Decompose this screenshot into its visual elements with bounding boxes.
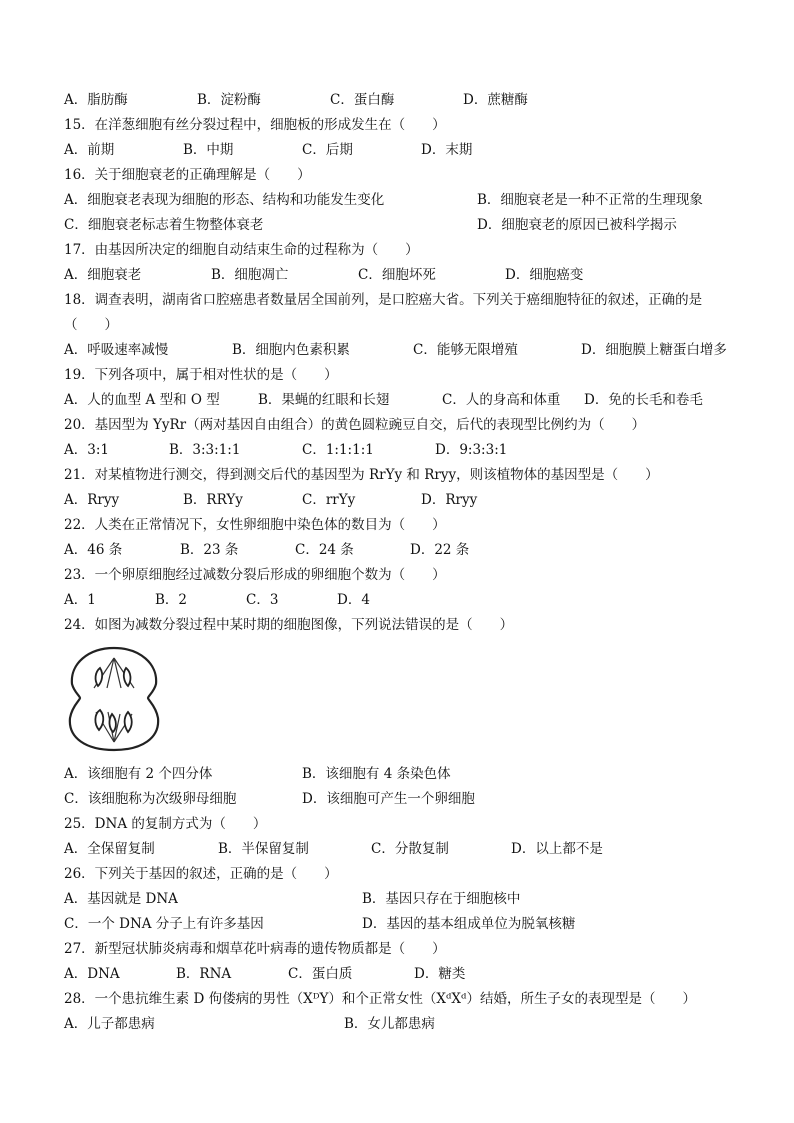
q24-stem: 24．如图为减数分裂过程中某时期的细胞图像，下列说法错误的是（ ） bbox=[64, 617, 514, 633]
q28-option-b: B．女儿都患病 bbox=[344, 1016, 435, 1032]
q25-option-a: A．全保留复制 bbox=[64, 841, 155, 857]
chromosome-lower-left bbox=[95, 710, 103, 730]
q28-stem: 28．一个患抗维生素 D 佝偻病的男性（XᴰY）和个正常女性（XᵈXᵈ）结婚，所生子女的表现型是（ ） bbox=[64, 991, 696, 1007]
q18-option-a: A．呼吸速率减慢 bbox=[64, 342, 169, 358]
q16-stem: 16．关于细胞衰老的正确理解是（ ） bbox=[64, 167, 311, 183]
q17-option-c: C．细胞坏死 bbox=[358, 267, 436, 283]
q22-option-a: A．46 条 bbox=[64, 542, 123, 558]
q27-option-b: B．RNA bbox=[176, 966, 232, 982]
q23-option-c: C．3 bbox=[246, 592, 279, 608]
q18-option-b: B．细胞内色素积累 bbox=[232, 342, 350, 358]
q20-option-b: B．3:3:1:1 bbox=[169, 442, 241, 458]
q23-stem: 23．一个卵原细胞经过减数分裂后形成的卵细胞个数为（ ） bbox=[64, 567, 446, 583]
q20-option-a: A．3:1 bbox=[64, 442, 109, 458]
q24-option-d: D．该细胞可产生一个卵细胞 bbox=[302, 791, 475, 807]
q26-option-c: C．一个 DNA 分子上有许多基因 bbox=[64, 916, 264, 932]
q16-option-b: B．细胞衰老是一种不正常的生理现象 bbox=[477, 192, 703, 208]
q22-option-d: D．22 条 bbox=[410, 542, 470, 558]
q14-option-a: A．脂肪酶 bbox=[64, 92, 128, 108]
q15-option-b: B．中期 bbox=[183, 142, 234, 158]
q20-option-c: C．1:1:1:1 bbox=[302, 442, 374, 458]
q14-option-b: B．淀粉酶 bbox=[197, 92, 261, 108]
q14-option-c: C．蛋白酶 bbox=[330, 92, 395, 108]
q21-option-a: A．Rryy bbox=[64, 492, 120, 508]
cell-outline bbox=[70, 648, 158, 750]
q15-option-c: C．后期 bbox=[302, 142, 353, 158]
chromosome-lower-right bbox=[125, 712, 132, 732]
q18-option-c: C．能够无限增殖 bbox=[413, 342, 518, 358]
q17-stem: 17．由基因所决定的细胞自动结束生命的过程称为（ ） bbox=[64, 242, 419, 258]
q17-option-a: A．细胞衰老 bbox=[64, 267, 142, 283]
q19-option-c: C．人的身高和体重 bbox=[442, 392, 561, 408]
q22-option-b: B．23 条 bbox=[180, 542, 239, 558]
q19-stem: 19．下列各项中，属于相对性状的是（ ） bbox=[64, 367, 338, 383]
q22-stem: 22．人类在正常情况下，女性卵细胞中染色体的数目为（ ） bbox=[64, 517, 446, 533]
q24-option-a: A．该细胞有 2 个四分体 bbox=[64, 766, 213, 782]
q24-option-c: C．该细胞称为次级卵母细胞 bbox=[64, 791, 237, 807]
chromosome-upper-left bbox=[96, 668, 103, 686]
q14-option-d: D．蔗糖酶 bbox=[463, 92, 528, 108]
q18-stem-continued: （ ） bbox=[64, 317, 118, 333]
q19-option-b: B．果蝇的红眼和长翅 bbox=[258, 392, 390, 408]
meiosis-cell-figure bbox=[64, 642, 164, 756]
q19-option-d: D．免的长毛和卷毛 bbox=[584, 392, 703, 408]
q25-option-d: D．以上都不是 bbox=[511, 841, 603, 857]
q21-stem: 21．对某植物进行测交，得到测交后代的基因型为 RrYy 和 Rryy，则该植物体的基因型是（ ） bbox=[64, 467, 659, 483]
q23-option-d: D．4 bbox=[337, 592, 370, 608]
q17-option-b: B．细胞凋亡 bbox=[211, 267, 289, 283]
q15-stem: 15．在洋葱细胞有丝分裂过程中，细胞板的形成发生在（ ） bbox=[64, 117, 446, 133]
q21-option-b: B．RRYy bbox=[183, 492, 243, 508]
q26-option-b: B．基因只存在于细胞核中 bbox=[362, 891, 521, 907]
q19-option-a: A．人的血型 A 型和 O 型 bbox=[64, 392, 220, 408]
q23-option-a: A．1 bbox=[64, 592, 96, 608]
q27-option-a: A．DNA bbox=[64, 966, 120, 982]
q16-option-a: A．细胞衰老表现为细胞的形态、结构和功能发生变化 bbox=[64, 192, 385, 208]
q25-stem: 25．DNA 的复制方式为（ ） bbox=[64, 816, 267, 832]
q22-option-c: C．24 条 bbox=[295, 542, 354, 558]
q27-option-d: D．糖类 bbox=[414, 966, 466, 982]
q25-option-b: B．半保留复制 bbox=[218, 841, 309, 857]
q26-option-a: A．基因就是 DNA bbox=[64, 891, 178, 907]
q16-option-c: C．细胞衰老标志着生物整体衰老 bbox=[64, 217, 264, 233]
q26-option-d: D．基因的基本组成单位为脱氧核糖 bbox=[362, 916, 576, 932]
q17-option-d: D．细胞癌变 bbox=[505, 267, 584, 283]
q20-option-d: D．9:3:3:1 bbox=[435, 442, 508, 458]
q28-option-a: A．儿子都患病 bbox=[64, 1016, 155, 1032]
q16-option-d: D．细胞衰老的原因已被科学揭示 bbox=[477, 217, 677, 233]
chromosome-upper-right bbox=[124, 668, 131, 686]
q26-stem: 26．下列关于基因的叙述，正确的是（ ） bbox=[64, 866, 338, 882]
q15-option-d: D．末期 bbox=[421, 142, 473, 158]
q27-option-c: C．蛋白质 bbox=[288, 966, 353, 982]
q20-stem: 20．基因型为 YyRr（两对基因自由组合）的黄色圆粒豌豆自交，后代的表现型比例约为（ ） bbox=[64, 417, 646, 433]
q23-option-b: B．2 bbox=[155, 592, 188, 608]
q27-stem: 27．新型冠状肺炎病毒和烟草花叶病毒的遗传物质都是（ ） bbox=[64, 941, 446, 957]
q25-option-c: C．分散复制 bbox=[371, 841, 449, 857]
q18-option-d: D．细胞膜上糖蛋白增多 bbox=[581, 342, 727, 358]
q15-option-a: A．前期 bbox=[64, 142, 115, 158]
q21-option-c: C．rrYy bbox=[302, 492, 356, 508]
q18-stem: 18．调查表明，湖南省口腔癌患者数量居全国前列，是口腔癌大省。下列关于癌细胞特征的叙述，正确的是 bbox=[64, 292, 703, 308]
chromosome-lower-mid bbox=[109, 714, 115, 732]
q24-option-b: B．该细胞有 4 条染色体 bbox=[302, 766, 451, 782]
q21-option-d: D．Rryy bbox=[421, 492, 478, 508]
